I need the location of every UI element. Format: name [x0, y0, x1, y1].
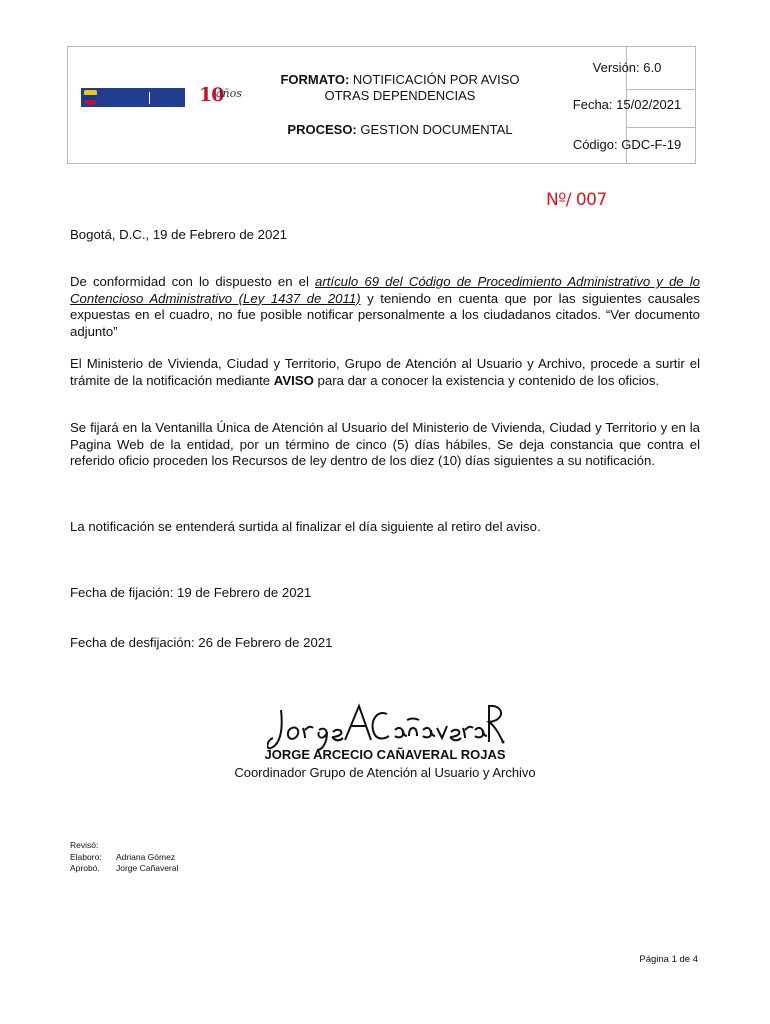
unfixing-date: Fecha de desfijación: 26 de Febrero de 2021: [70, 635, 333, 650]
paragraph-1: [70, 274, 700, 340]
format-title-line2: OTRAS DEPENDENCIAS: [324, 88, 476, 103]
page-number: Página 1 de 4: [639, 954, 698, 965]
paragraph-3: Se fijará en la Ventanilla Única de Atención al Usuario del Ministerio de Vivienda, Ciudad y Territorio y en la Pagina Web de la entidad, por un término de cinco (5) días hábiles. Se deja constancia que contra el referido oficio proceden los Recursos de ley dentro de los diez (10) días siguientes a su notificación.: [70, 420, 700, 468]
paragraph-1-text-end: y teniendo en cuenta que por las siguientes causales expuestas en el cuadro, no fue posible notificar personalmente a los ciudadanos citados. “Ver documento adjunto”: [70, 290, 700, 339]
paragraph-2: [70, 356, 700, 389]
paragraph-2-text-end: para dar a conocer la existencia y contenido de los oficios.: [313, 372, 660, 388]
review-block: [70, 840, 178, 875]
format-title: [255, 72, 545, 104]
signatory-name: JORGE ARCECIO CAÑAVERAL ROJAS: [264, 747, 506, 762]
ministry-logo: [81, 88, 185, 107]
process-label: PROCESO:: [287, 122, 357, 137]
aviso-word: AVISO: [273, 372, 314, 388]
format-label: FORMATO:: [280, 72, 350, 87]
process-value: GESTION DOCUMENTAL: [360, 122, 513, 137]
law-reference: artículo 69 del Código de Procedimiento Administrativo y de lo Contencioso Administrativo (Ley 1437 de 2011): [70, 274, 700, 306]
paragraph-2-text: El Ministerio de Vivienda, Ciudad y Territorio, Grupo de Atención al Usuario y Archivo, procede a surtir el trámite de la notificación mediante: [70, 356, 700, 388]
prepared-label: Elaboro:: [70, 851, 102, 862]
place-date: Bogotá, D.C., 19 de Febrero de 2021: [70, 227, 288, 242]
approved-label: Aprobó.: [70, 863, 100, 873]
code-cell: Código: GDC-F-19: [572, 137, 682, 152]
paragraph-4: La notificación se entenderá surtida al finalizar el día siguiente al retiro del aviso.: [70, 519, 541, 534]
fixing-date: Fecha de fijación: 19 de Febrero de 2021: [70, 585, 312, 600]
anniversary-logo: [199, 84, 242, 110]
notice-number-stamp: Nº/ 007: [546, 190, 607, 210]
anniversary-word: años: [216, 87, 242, 100]
coat-of-arms-icon: [84, 90, 97, 105]
version-cell: Versión: 6.0: [592, 60, 662, 75]
reviewed-label: Revisó:: [70, 840, 99, 850]
header-divider: [626, 89, 696, 90]
process-line: [255, 122, 545, 137]
format-title-line1: NOTIFICACIÓN POR AVISO: [352, 72, 520, 87]
prepared-value: Adriana Gómez: [116, 851, 176, 862]
approved-value: Jorge Cañaveral: [116, 863, 179, 873]
anniversary-number: 10: [199, 84, 224, 106]
logo-separator: [149, 92, 150, 104]
signatory-role: Coordinador Grupo de Atención al Usuario y Archivo: [234, 765, 536, 780]
paragraph-1-text: De conformidad con lo dispuesto en el: [70, 274, 316, 289]
header-divider: [626, 127, 696, 128]
date-cell: Fecha: 15/02/2021: [572, 97, 682, 112]
